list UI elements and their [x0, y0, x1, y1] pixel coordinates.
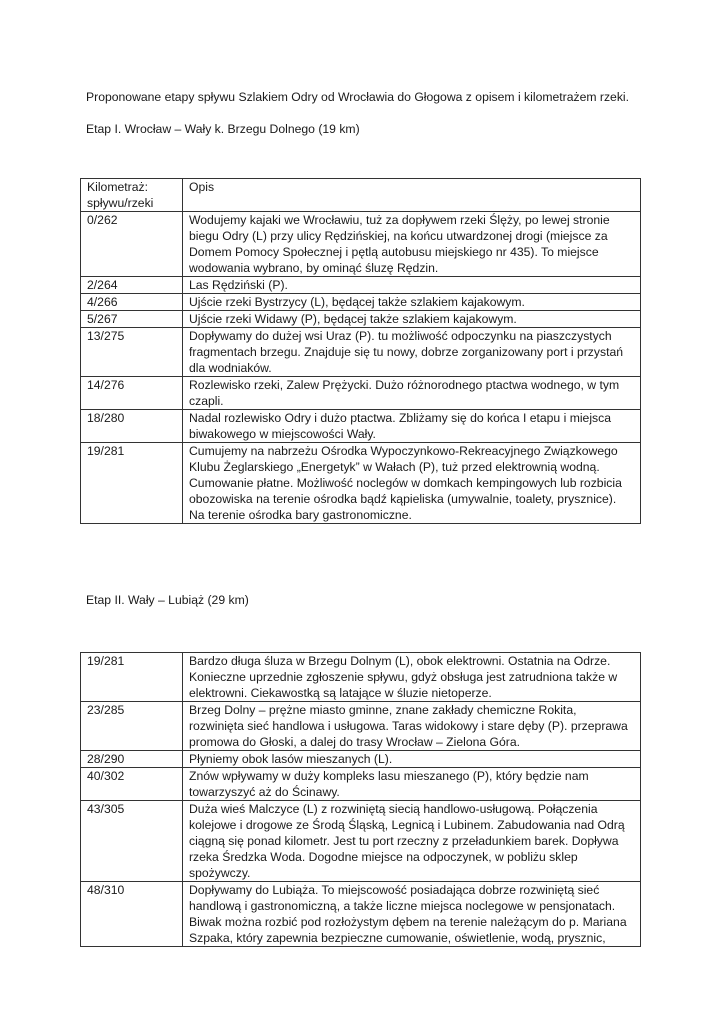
km-cell: 0/262 — [81, 212, 183, 277]
opis-cell: Ujście rzeki Widawy (P), będącej także szlakiem kajakowym. — [183, 311, 641, 328]
km-cell: 19/281 — [81, 653, 183, 702]
table-row — [81, 377, 641, 410]
opis-cell: Las Rędziński (P). — [183, 277, 641, 294]
km-cell: 23/285 — [81, 702, 183, 751]
km-header-line-2: spływu/rzeki — [87, 196, 154, 210]
km-cell: 19/281 — [81, 443, 183, 524]
opis-cell: Cumujemy na nabrzeżu Ośrodka Wypoczynkowo-Rekreacyjnego Związkowego Klubu Żeglarskiego „Energetyk” w Wałach (P), tuż przed elektrownią wodną. Cumowanie płatne. Możliwość noclegów w domkach kempingowych lub rozbicia obozowiska na terenie ośrodka bądź kąpieliska (umywalnie, toalety, prysznice). Na terenie ośrodka bary gastronomiczne. — [183, 443, 641, 524]
opis-cell: Ujście rzeki Bystrzycy (L), będącej także szlakiem kajakowym. — [183, 294, 641, 311]
opis-cell: Znów wpływamy w duży kompleks lasu mieszanego (P), który będzie nam towarzyszyć aż do Ścinawy. — [183, 768, 641, 801]
opis-cell: Wodujemy kajaki we Wrocławiu, tuż za dopływem rzeki Ślęży, po lewej stronie biegu Odry (L) przy ulicy Rędzińskiej, na końcu utwardzonej drogi (miejsce za Domem Pomocy Społecznej i pętlą autobusu miejskiego nr 435). To miejsce wodowania wybrano, by ominąć śluzę Rędzin. — [183, 212, 641, 277]
table-row — [81, 277, 641, 294]
km-cell: 4/266 — [81, 294, 183, 311]
document-intro: Proponowane etapy spływu Szlakiem Odry od Wrocławia do Głogowa z opisem i kilometrażem rzeki. — [86, 90, 630, 104]
stage-1-heading: Etap I. Wrocław – Wały k. Brzegu Dolnego (19 km) — [86, 122, 360, 136]
km-cell: 14/276 — [81, 377, 183, 410]
stage-2-table — [80, 652, 641, 947]
opis-cell: Brzeg Dolny – prężne miasto gminne, znane zakłady chemiczne Rokita, rozwinięta sieć handlowa i usługowa. Taras widokowy i stare dęby (P). przeprawa promowa do Głoski, a dalej do trasy Wrocław – Zielona Góra. — [183, 702, 641, 751]
opis-cell: Dopływamy do dużej wsi Uraz (P). tu możliwość odpoczynku na piaszczystych fragmentach brzegu. Znajduje się tu nowy, dobrze zorganizowany port i przystań dla wodniaków. — [183, 328, 641, 377]
km-header-cell — [81, 179, 183, 212]
opis-cell: Rozlewisko rzeki, Zalew Prężycki. Dużo różnorodnego ptactwa wodnego, w tym czapli. — [183, 377, 641, 410]
km-cell: 2/264 — [81, 277, 183, 294]
km-cell: 43/305 — [81, 801, 183, 882]
table-row — [81, 443, 641, 524]
table-row — [81, 328, 641, 377]
table-row — [81, 410, 641, 443]
table-row — [81, 702, 641, 751]
table-row — [81, 751, 641, 768]
km-cell: 40/302 — [81, 768, 183, 801]
km-cell: 28/290 — [81, 751, 183, 768]
km-cell: 48/310 — [81, 882, 183, 947]
km-cell: 18/280 — [81, 410, 183, 443]
opis-cell: Bardzo długa śluza w Brzegu Dolnym (L), obok elektrowni. Ostatnia na Odrze. Konieczne uprzednie zgłoszenie spływu, gdyż obsługa jest zatrudniona także w elektrowni. Ciekawostką są latające w śluzie nietoperze. — [183, 653, 641, 702]
stage-2-heading: Etap II. Wały – Lubiąż (29 km) — [86, 593, 249, 607]
table-row — [81, 882, 641, 947]
opis-cell: Płyniemy obok lasów mieszanych (L). — [183, 751, 641, 768]
stage-1-table — [80, 178, 641, 524]
opis-cell: Duża wieś Malczyce (L) z rozwiniętą siecią handlowo-usługową. Połączenia kolejowe i drogowe ze Środą Śląską, Legnicą i Lubinem. Zabudowania nad Odrą ciągną się ponad kilometr. Jest tu port rzeczny z przeładunkiem barek. Dopływa rzeka Średzka Woda. Dogodne miejsce na odpoczynek, w pobliżu sklep spożywczy. — [183, 801, 641, 882]
table-row — [81, 653, 641, 702]
table-row — [81, 801, 641, 882]
table-row — [81, 311, 641, 328]
opis-header-cell: Opis — [183, 179, 641, 212]
table-row — [81, 294, 641, 311]
table-row — [81, 212, 641, 277]
opis-cell: Dopływamy do Lubiąża. To miejscowość posiadająca dobrze rozwiniętą sieć handlową i gastronomiczną, a także liczne miejsca noclegowe w pensjonatach. Biwak można rozbić pod rozłożystym dębem na terenie należącym do p. Mariana Szpaka, który zapewnia bezpieczne cumowanie, oświetlenie, wodą, prysznic, — [183, 882, 641, 947]
table-row — [81, 768, 641, 801]
km-header-line-1: Kilometraż: — [87, 180, 148, 194]
km-cell: 13/275 — [81, 328, 183, 377]
opis-cell: Nadal rozlewisko Odry i dużo ptactwa. Zbliżamy się do końca I etapu i miejsca biwakowego w miejscowości Wały. — [183, 410, 641, 443]
table-header-row — [81, 179, 641, 212]
km-cell: 5/267 — [81, 311, 183, 328]
